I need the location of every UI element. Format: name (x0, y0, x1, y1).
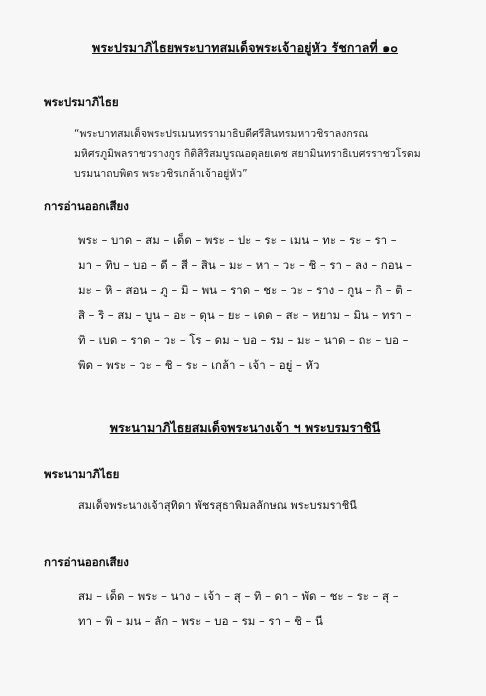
king-name-quote (74, 124, 454, 184)
pron-line: พระ – บาด – สม – เด็ด – พระ – ปะ – ระ – เมน – ทะ – ระ – รา – (78, 233, 397, 247)
section2-pron-heading: การอ่านออกเสียง (44, 555, 129, 569)
pron-line: สิ – ริ – สม – บูน – อะ – ดุน – ยะ – เดด – สะ – หยาม – มิน – ทรา – (78, 308, 412, 322)
section1-name-heading: พระปรมาภิไธย (44, 95, 119, 109)
quote-line: มหิศรภูมิพลราชวรางกูร กิติสิริสมบูรณอดุลยเดช สยามินทราธิเบศรราชวโรดม (74, 148, 421, 160)
queen-pronunciation (78, 584, 458, 634)
pron-line: ทา – พิ – มน – ลัก – พระ – บอ – รม – รา – ชิ – นี (78, 614, 323, 628)
quote-line: “พระบาทสมเด็จพระปรเมนทรรามาธิบดีศรีสินทรมหาวชิราลงกรณ (74, 128, 369, 140)
pron-line: มา – ทิบ – บอ – ดี – สี – สิน – มะ – หา – วะ – ชิ – รา – ลง – กอน – (78, 258, 412, 272)
king-pronunciation (78, 228, 458, 378)
section1-pron-heading: การอ่านออกเสียง (44, 199, 129, 213)
quote-line: บรมนาถบพิตร พระวชิรเกล้าเจ้าอยู่หัว” (74, 168, 248, 180)
pron-line: ทิ – เบด – ราด – วะ – โร – ดม – บอ – รม – มะ – นาด – ถะ – บอ – (78, 333, 409, 347)
pron-line: มะ – หิ – สอน – ภู – มิ – พน – ราด – ชะ – วะ – ราง – กูน – กิ – ติ – (78, 283, 413, 297)
queen-name-text: สมเด็จพระนางเจ้าสุทิดา พัชรสุธาพิมลลักษณ พระบรมราชินี (78, 499, 357, 512)
section1-title: พระปรมาภิไธยพระบาทสมเด็จพระเจ้าอยู่หัว รัชกาลที่ ๑๐ (91, 40, 399, 55)
section2-name-heading: พระนามาภิไธย (44, 467, 120, 481)
section2-title: พระนามาภิไธยสมเด็จพระนางเจ้า ฯ พระบรมราชินี (109, 420, 381, 435)
pron-line: พิด – พระ – วะ – ชิ – ระ – เกล้า – เจ้า – อยู่ – หัว (78, 358, 320, 372)
pron-line: สม – เด็ด – พระ – นาง – เจ้า – สุ – ทิ – ดา – พัด – ชะ – ระ – สุ – (78, 589, 399, 603)
